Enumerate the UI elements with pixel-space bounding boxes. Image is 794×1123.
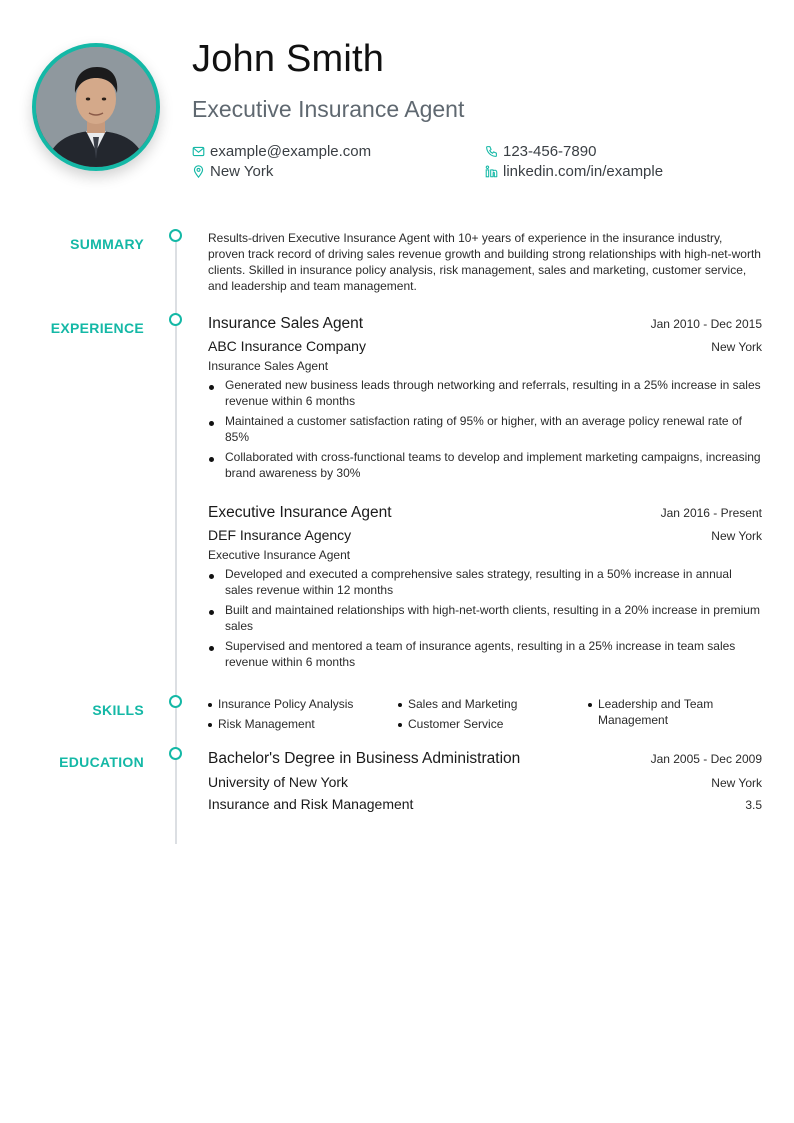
linkedin-text[interactable]: linkedin.com/in/example [503,163,664,180]
job-bullets [208,566,762,670]
job-role: Executive Insurance Agent [208,548,351,562]
education-school-row [208,774,762,790]
education-header [208,750,762,768]
skills-list [208,696,768,732]
education-school: University of New York [208,774,349,790]
job-role: Insurance Sales Agent [208,359,329,373]
contact-location [192,163,273,180]
map-pin-icon [192,165,205,178]
job-title: Executive Insurance Agent [208,504,392,521]
summary-text: Results-driven Executive Insurance Agent with 10+ years of experience in the insurance industry, proven track record of driving sales revenue growth and building strong relationships with high-net-worth clients. Skilled in insurance policy analysis, risk management, sales and marketing, customer service, and leadership and team management. [208,231,761,293]
email-text[interactable]: example@example.com [210,143,372,160]
skill-item: Sales and Marketing [398,696,588,712]
profile-photo [32,43,160,171]
education-entry [208,750,762,812]
profile-photo-illustration [36,47,156,167]
job-bullet: Supervised and mentored a team of insurance agents, resulting in a 25% increase in team sales revenue within 6 months [208,638,762,670]
job-header [208,315,762,333]
location-text: New York [210,163,274,180]
skill-item: Risk Management [208,716,398,732]
linkedin-icon [485,165,498,178]
job-bullet: Developed and executed a comprehensive sales strategy, resulting in a 50% increase in annual sales revenue within 12 months [208,566,762,598]
job-dates: Jan 2010 - Dec 2015 [650,317,762,331]
skill-item: Customer Service [398,716,588,732]
job-header [208,504,762,522]
job-title: Insurance Sales Agent [208,315,364,332]
education-dates: Jan 2005 - Dec 2009 [650,752,762,766]
job-company-row [208,527,762,543]
timeline-dot-experience [169,313,182,326]
contact-email[interactable] [192,143,371,160]
education-field: Insurance and Risk Management [208,796,414,812]
skill-item: Insurance Policy Analysis [208,696,398,712]
job-location: New York [711,340,762,354]
timeline-dot-education [169,747,182,760]
job-bullet: Collaborated with cross-functional teams to develop and implement marketing campaigns, increasing brand awareness by 30% [208,449,762,481]
mail-icon [192,145,205,158]
education-location: New York [711,776,762,790]
job-location: New York [711,529,762,543]
candidate-title: Executive Insurance Agent [192,96,465,122]
section-label-summary: SUMMARY [70,236,144,252]
contact-phone[interactable] [485,143,596,160]
experience-entry [208,504,762,674]
job-bullet: Generated new business leads through networking and referrals, resulting in a 25% increase in sales revenue within 6 months [208,377,762,409]
education-degree: Bachelor's Degree in Business Administration [208,750,521,767]
job-company: DEF Insurance Agency [208,527,352,543]
candidate-name: John Smith [192,38,385,80]
timeline-dot-summary [169,229,182,242]
job-bullet: Maintained a customer satisfaction rating of 95% or higher, with an average policy renewal rate of 85% [208,413,762,445]
timeline-dot-skills [169,695,182,708]
section-label-education: EDUCATION [59,754,144,770]
education-gpa: 3.5 [745,798,762,812]
contact-linkedin[interactable] [485,163,663,180]
phone-icon [485,145,498,158]
job-dates: Jan 2016 - Present [660,506,762,520]
job-bullets [208,377,762,481]
phone-text[interactable]: 123-456-7890 [503,143,597,160]
job-company-row [208,338,762,354]
resume-header [0,0,794,200]
section-label-skills: SKILLS [92,702,144,718]
education-field-row [208,796,762,812]
section-label-experience: EXPERIENCE [50,320,144,336]
job-company: ABC Insurance Company [208,338,366,354]
skill-item: Leadership and Team Management [588,696,768,732]
job-bullet: Built and maintained relationships with high-net-worth clients, resulting in a 20% increase in premium sales [208,602,762,634]
experience-entry [208,315,762,485]
